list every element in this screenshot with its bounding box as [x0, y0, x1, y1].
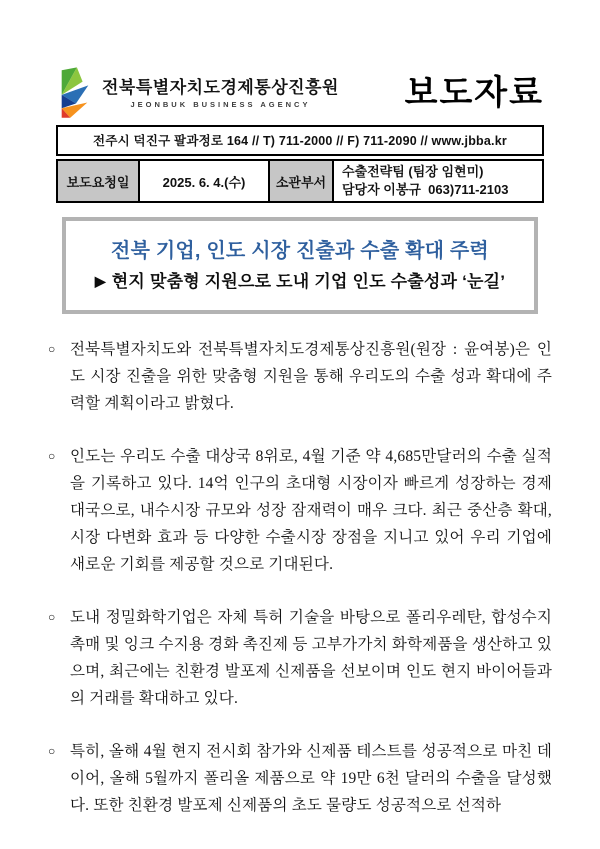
- subtitle-arrow-icon: ▶: [94, 273, 106, 289]
- department-team: 수출전략팀 (팀장 임현미): [342, 164, 484, 179]
- contact-address-bar: 전주시 덕진구 팔과정로 164 // T) 711-2000 // F) 711-2090 // www.jbba.kr: [56, 125, 544, 156]
- paragraph-bullet-icon: ○: [48, 610, 56, 624]
- department-contact-cell: [333, 160, 543, 202]
- paragraph-text: 인도는 우리도 수출 대상국 8위로, 4월 기준 약 4,685만달러의 수출 실적을 기록하고 있다. 14억 인구의 초대형 시장이자 빠르게 성장하는 경제 대국으로, 내수시장 규모와 성장 잠재력이 매우 크다. 최근 중산층 확대, 시장 다변화 효과 등 다양한 수출시장 장점을 지니고 있어 우리 기업에 새로운 기회를 제공할 것으로 기대된다.: [70, 448, 552, 573]
- headline-box: [62, 217, 538, 314]
- table-row: [57, 160, 543, 202]
- release-date-value: 2025. 6. 4.(수): [139, 160, 269, 202]
- paragraph-text: 도내 정밀화학기업은 자체 특허 기술을 바탕으로 폴리우레탄, 합성수지 촉매 및 잉크 수지용 경화 촉진제 등 고부가가치 화학제품을 생산하고 있으며, 최근에는 친환경 발포제 신제품을 선보이며 인도 현지 바이어들과의 거래를 확대하고 있다.: [70, 609, 552, 707]
- press-body: [48, 336, 552, 819]
- department-label: 소관부서: [269, 160, 333, 202]
- body-paragraph: [48, 336, 552, 417]
- headline-title: 전북 기업, 인도 시장 진출과 수출 확대 주력: [111, 240, 489, 262]
- org-name-korean: 전북특별자치도경제통상진흥원: [102, 77, 339, 97]
- org-brand: [56, 67, 339, 119]
- jbba-logo-icon: [56, 67, 94, 119]
- body-paragraph: [48, 738, 552, 819]
- paragraph-bullet-icon: ○: [48, 744, 56, 758]
- header: [56, 66, 544, 120]
- headline-subtitle: [72, 270, 528, 294]
- headline-subtitle-text: 현지 맞춤형 지원으로 도내 기업 인도 수출성과 ‘눈길’: [111, 272, 506, 291]
- department-contact-person: 담당자 이봉규 063)711-2103: [342, 182, 509, 197]
- paragraph-bullet-icon: ○: [48, 449, 56, 463]
- release-date-label: 보도요청일: [57, 160, 139, 202]
- press-info-table: [56, 159, 544, 203]
- org-name-block: [102, 78, 339, 109]
- document-type-title: 보도자료: [404, 74, 544, 112]
- paragraph-text: 특히, 올해 4월 현지 전시회 참가와 신제품 테스트를 성공적으로 마친 데 이어, 올해 5월까지 폴리올 제품으로 약 19만 6천 달러의 수출을 달성했다. 또한 친환경 발포제 신제품의 초도 물량도 성공적으로 선적하: [70, 743, 552, 814]
- body-paragraph: [48, 604, 552, 712]
- body-paragraph: [48, 443, 552, 578]
- org-name-english: JEONBUK BUSINESS AGENCY: [130, 99, 311, 109]
- paragraph-text: 전북특별자치도와 전북특별자치도경제통상진흥원(원장 : 윤여봉)은 인도 시장 진출을 위한 맞춤형 지원을 통해 우리도의 수출 성과 확대에 주력할 계획이라고 밝혔다.: [70, 341, 552, 412]
- paragraph-bullet-icon: ○: [48, 342, 56, 356]
